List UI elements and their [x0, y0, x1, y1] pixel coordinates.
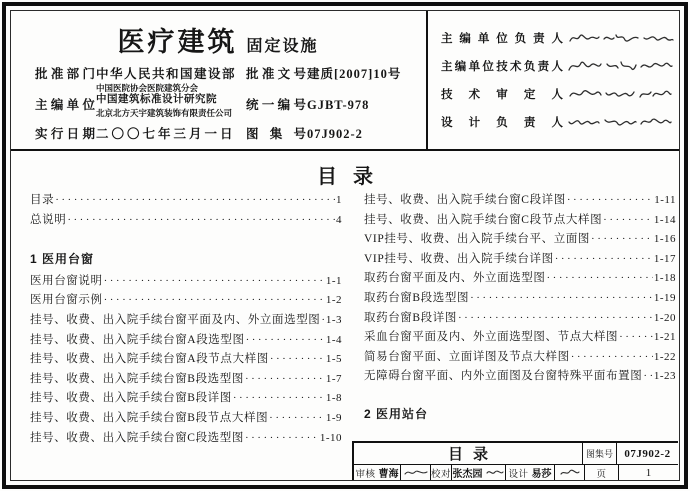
handwritten-signature: [639, 58, 673, 74]
toc-entry: [364, 326, 676, 346]
designer-label: 设计: [508, 469, 529, 480]
designer-cell: [505, 465, 554, 480]
impl-date-value: 二〇〇七年三月一日: [96, 127, 236, 141]
reviewer-label: 审核: [355, 469, 376, 480]
toc-entry-title: 挂号、收费、出入院手续台窗平面及内、外立面选型图: [30, 313, 321, 326]
handwritten-signature: [604, 58, 638, 74]
editor-unit-2: 中国建筑标准设计研究院: [96, 94, 217, 105]
tech-approver-label: 技术审定人: [441, 89, 563, 101]
toc-entry-page: 1-16: [653, 233, 676, 246]
title-block-top-row: [354, 443, 678, 465]
proofreader-name: 张杰园: [452, 469, 483, 480]
designer-name: 易莎: [531, 469, 552, 480]
toc-entry-title: 挂号、收费、出入院手续台窗A段节点大样图: [30, 353, 269, 366]
toc-entry-title: VIP挂号、收费、出入院手续台详图: [364, 252, 554, 265]
approve-dept-value: 中华人民共和国建设部: [96, 67, 237, 81]
toc-entry-title: 挂号、收费、出入院手续台窗C段选型图: [30, 431, 244, 444]
signatures: [563, 114, 677, 130]
toc-entry-title: 挂号、收费、出入院手续台窗C段节点大样图: [364, 213, 603, 226]
atlas-title-sub: 固定设施: [246, 38, 319, 55]
toc-entry: [364, 365, 676, 385]
toc-leader-dots: [571, 346, 653, 368]
toc-entry-page: 1-4: [325, 333, 342, 346]
toc-entry-page: 4: [336, 213, 342, 226]
toc-spacer: [364, 385, 676, 405]
toc-entry-title: 简易台窗平面、立面详图及节点大样图: [364, 350, 570, 363]
title-block-doc-title: 目录: [447, 446, 498, 463]
toc-leader-dots: [591, 228, 653, 250]
toc-entry: [30, 427, 342, 447]
toc-entry-page: 1-11: [654, 194, 676, 206]
reviewer-signature-cell: [400, 465, 430, 480]
toc-entry-page: 1-2: [325, 294, 342, 307]
atlas-no-row: [246, 126, 306, 142]
toc-leader-dots: [555, 248, 653, 270]
handwritten-signature: [604, 86, 636, 102]
handwritten-signature: [641, 30, 675, 46]
toc-entry-page: 1-10: [319, 431, 342, 444]
approve-doc-label: 批准文号: [246, 67, 306, 81]
toc-leader-dots: [245, 368, 325, 390]
toc-entry-page: 1-8: [325, 392, 342, 405]
toc-entry-page: 1-19: [653, 291, 676, 304]
impl-date-row: [35, 126, 95, 142]
header-separator-line: [11, 149, 679, 151]
toc-entry: [364, 248, 676, 268]
toc-entry-title: 医用台窗示例: [30, 294, 103, 307]
toc-leader-dots: [643, 365, 653, 387]
design-responsible-label: 设计负责人: [441, 117, 563, 129]
design-responsible-row: [441, 112, 677, 132]
signatures: [563, 58, 677, 74]
toc-entry-page: 1-7: [325, 372, 342, 385]
toc-section-heading: 2 医用站台: [364, 406, 429, 421]
title-block-atlas-no: 07J902-2: [616, 443, 678, 464]
header-vertical-divider: [426, 11, 428, 149]
handwritten-signature: [567, 30, 601, 46]
signatures: [563, 86, 677, 102]
toc-entry: [30, 270, 342, 290]
editor-label-row: [35, 97, 95, 113]
approve-doc-row: [246, 66, 306, 82]
toc-entry-page: 1-22: [653, 350, 676, 363]
toc-entry-page: 1-23: [653, 370, 676, 383]
toc-column-left: [30, 189, 342, 446]
toc-leader-dots: [321, 309, 324, 331]
handwritten-signature: [602, 30, 640, 46]
toc-leader-dots: [233, 387, 325, 409]
uniform-no-row: [246, 97, 306, 113]
toc-leader-dots: [547, 267, 653, 289]
toc-leader-dots: [67, 209, 335, 231]
title-block-atlas-no-label: 图集号: [582, 443, 616, 464]
toc-column-right: [364, 189, 676, 425]
toc-entry: [30, 189, 342, 209]
toc-entry-page: 1-21: [653, 331, 676, 344]
toc-entry-page: 1-18: [653, 272, 676, 285]
toc-entry: [30, 309, 342, 329]
handwritten-signature: [567, 86, 603, 102]
chief-editor-tech-responsible-row: [441, 56, 677, 76]
toc-leader-dots: [55, 189, 335, 211]
toc-entry-title: 医用台窗说明: [30, 274, 103, 287]
title-block-bottom-row: [354, 465, 678, 480]
handwritten-signature: [567, 114, 601, 130]
toc-entry-page: 1-20: [653, 311, 676, 324]
toc-entry-page: 1-1: [325, 274, 342, 287]
signatures: [563, 30, 677, 46]
toc-entry: [364, 287, 676, 307]
toc-leader-dots: [269, 407, 325, 429]
handwritten-signature: [485, 467, 505, 478]
toc-entry: [30, 387, 342, 407]
toc-entry: [364, 307, 676, 327]
toc-leader-dots: [104, 289, 325, 311]
drawing-title-block: [352, 441, 678, 480]
reviewer-name: 曹海: [378, 469, 399, 480]
toc-entry-page: 1-3: [325, 313, 342, 326]
toc-entry-title: 目录: [30, 194, 55, 206]
chief-editor-responsible-label: 主编单位负责人: [441, 33, 563, 45]
toc-spacer: [30, 228, 342, 250]
toc-entry: [364, 209, 676, 229]
editor-unit-3: 北京北方天宇建筑装饰有限责任公司: [96, 108, 233, 118]
editor-unit-1: 中国医院协会医院建筑分会: [96, 83, 199, 93]
toc-entry: [30, 289, 342, 309]
reviewer-cell: [354, 465, 400, 480]
handwritten-signature: [567, 58, 603, 74]
toc-entry: [364, 189, 676, 209]
approve-dept-label: 批准部门: [35, 67, 95, 81]
toc-entry: [30, 209, 342, 229]
toc-entry-page: 1-5: [325, 353, 342, 366]
toc-entry-page: 1-17: [653, 252, 676, 265]
toc-entry-title: 取药台窗平面及内、外立面选型图: [364, 272, 546, 285]
toc-leader-dots: [104, 270, 325, 292]
page-label: 页: [584, 465, 618, 480]
chief-editor-tech-responsible-label: 主编单位技术负责人: [441, 61, 563, 73]
handwritten-signature: [559, 467, 581, 478]
toc-entry-title: 总说明: [30, 213, 67, 226]
atlas-no-value: 07J902-2: [307, 127, 363, 141]
approve-doc-value: 建质[2007]10号: [307, 67, 402, 81]
toc-entry-title: 挂号、收费、出入院手续台窗B段详图: [30, 392, 232, 405]
toc-entry: [364, 267, 676, 287]
toc-leader-dots: [619, 326, 653, 348]
atlas-title: [11, 20, 425, 59]
atlas-title-main: 医疗建筑: [117, 27, 238, 57]
toc-entry: [364, 228, 676, 248]
proofreader-label: 校对: [430, 465, 451, 480]
atlas-no-label: 图 集 号: [246, 127, 306, 141]
impl-date-label: 实行日期: [35, 127, 95, 141]
approve-dept-row: [35, 66, 95, 82]
toc-leader-dots: [270, 348, 325, 370]
toc-entry: [364, 346, 676, 366]
uniform-no-value: GJBT-978: [307, 98, 370, 112]
toc-leader-dots: [567, 189, 653, 211]
chief-editor-responsible-row: [441, 28, 677, 48]
toc-section-heading: 1 医用台窗: [30, 252, 95, 267]
toc-entry-title: 取药台窗B段详图: [364, 311, 457, 324]
toc-title: 目录: [317, 166, 389, 188]
toc-entry: [30, 329, 342, 349]
toc-entry: [30, 368, 342, 388]
toc-entry-title: VIP挂号、收费、出入院手续台平、立面图: [364, 233, 591, 246]
toc-entry-title: 挂号、收费、出入院手续台窗B段选型图: [30, 372, 244, 385]
proofreader-cell: [451, 465, 505, 480]
toc-entry-title: 挂号、收费、出入院手续台窗B段节点大样图: [30, 411, 269, 424]
toc-entry-page: 1-9: [325, 411, 342, 424]
toc-entry-page: 1: [336, 194, 342, 206]
toc-entry-title: 挂号、收费、出入院手续台窗A段选型图: [30, 333, 245, 346]
page-number: 1: [618, 465, 678, 480]
toc-leader-dots: [470, 287, 653, 309]
toc-leader-dots: [246, 329, 325, 351]
handwritten-signature: [602, 114, 638, 130]
handwritten-signature: [639, 114, 673, 130]
toc-entry: [30, 407, 342, 427]
editor-label: 主编单位: [35, 98, 95, 112]
uniform-no-label: 统一编号: [246, 98, 306, 112]
toc-leader-dots: [603, 209, 653, 231]
designer-signature-cell: [554, 465, 584, 480]
tech-approver-row: [441, 84, 677, 104]
toc-entry-title: 挂号、收费、出入院手续台窗C段详图: [364, 194, 566, 206]
handwritten-signature: [637, 86, 673, 102]
handwritten-signature: [403, 467, 429, 478]
toc-entry-title: 采血台窗平面及内、外立面选型图、节点大样图: [364, 331, 619, 344]
toc-entry: [30, 348, 342, 368]
toc-entry-title: 无障碍台窗平面、内外立面图及台窗特殊平面布置图: [364, 370, 643, 383]
toc-leader-dots: [458, 307, 653, 329]
toc-leader-dots: [245, 427, 319, 449]
toc-entry-title: 取药台窗B段选型图: [364, 291, 470, 304]
toc-entry-page: 1-14: [653, 213, 676, 226]
